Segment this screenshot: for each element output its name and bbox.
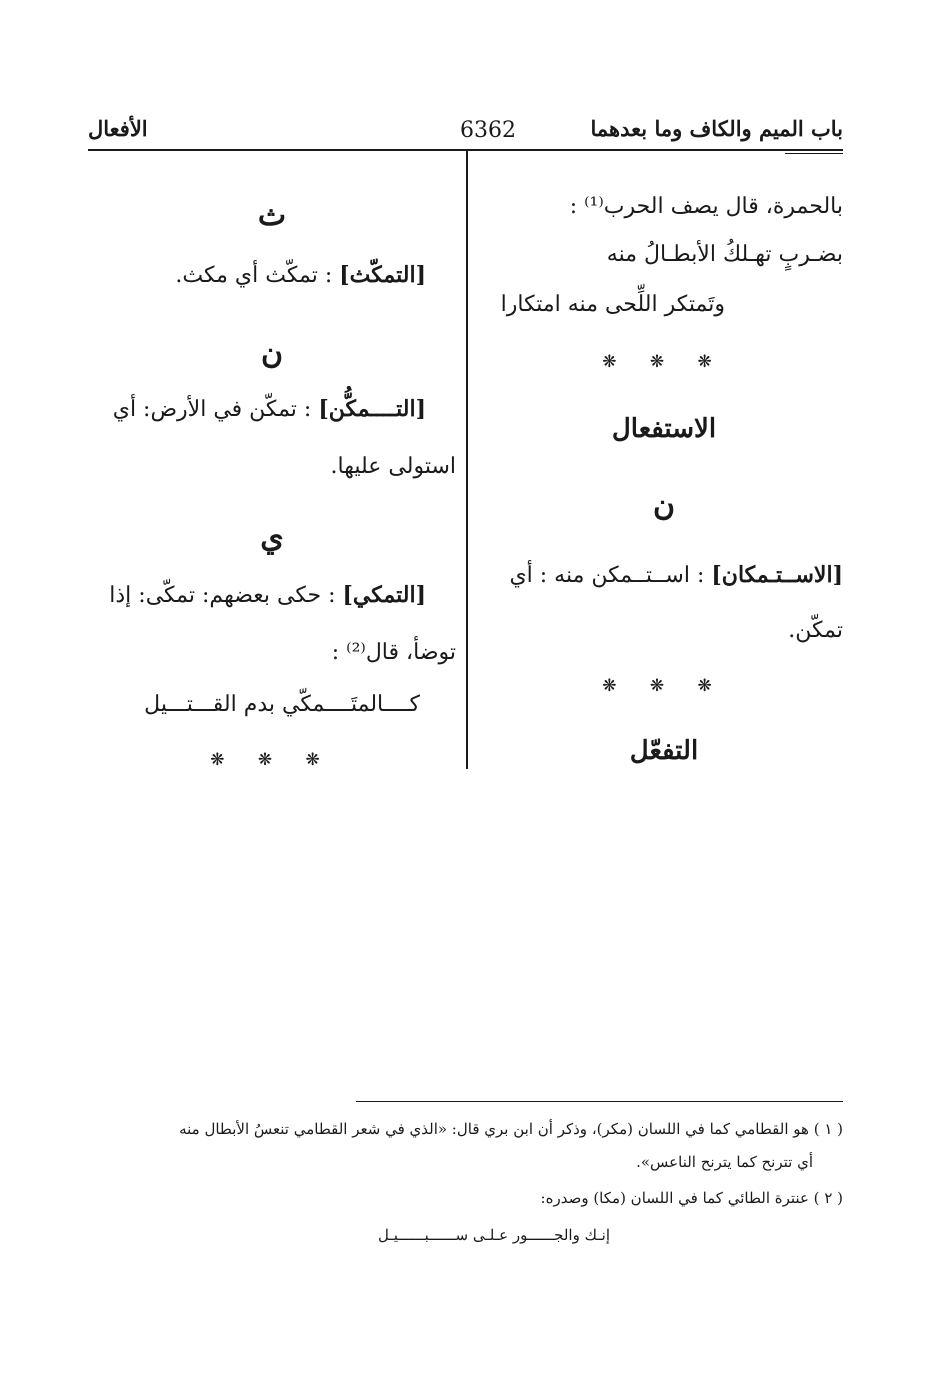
- letter-heading: ن: [652, 488, 676, 523]
- entry-headword: [التــــمكُّن]: [318, 396, 426, 422]
- entry-definition: : اســتــمكن منه : أي: [509, 563, 705, 588]
- page-number: 6362: [460, 118, 516, 143]
- letter-heading: ث: [257, 198, 287, 233]
- verse-line: وتَمتكر اللِّحى منه امتكارا: [500, 292, 725, 317]
- entry-line: [109, 582, 426, 608]
- entry-line: [175, 262, 426, 288]
- letter-heading: ن: [260, 336, 284, 371]
- footnote-rule: [356, 1101, 843, 1102]
- section-separator: ❋ ❋ ❋: [210, 750, 334, 770]
- entry-line: توضأ، قال⁽²⁾ :: [331, 640, 456, 665]
- entry-headword: [الاســتـمكان]: [711, 562, 843, 588]
- chapter-title: باب الميم والكاف وما بعدهما: [590, 116, 843, 141]
- section-heading: التفعّل: [629, 736, 699, 766]
- entry-line: استولى عليها.: [330, 454, 456, 479]
- text-line: بالحمرة، قال يصف الحرب⁽¹⁾ :: [569, 194, 843, 219]
- running-header: [88, 112, 843, 148]
- header-rule-accent: [785, 153, 843, 154]
- footnote-1-continuation: أي تترنح كما يترنح الناعس».: [636, 1153, 813, 1171]
- entry-line: [113, 396, 426, 422]
- letter-heading: ي: [260, 520, 284, 555]
- entry-definition: : حكى بعضهم: تمكّى: إذا: [109, 583, 336, 608]
- section-separator: ❋ ❋ ❋: [602, 676, 726, 696]
- entry-headword: [التمكي]: [342, 582, 426, 608]
- section-separator: ❋ ❋ ❋: [602, 352, 726, 372]
- entry-definition: : تمكّن في الأرض: أي: [112, 397, 312, 422]
- column-divider: [466, 151, 468, 769]
- verse-line: بضـربٍ تهـلكُ الأبطـالُ منه: [606, 242, 843, 267]
- entry-headword: [التمكّث]: [339, 262, 426, 288]
- entry-line: تمكّن.: [788, 618, 843, 643]
- entry-definition: : تمكّث أي مكث.: [175, 263, 333, 288]
- section-heading: الاستفعال: [611, 414, 717, 444]
- section-title: الأفعال: [88, 116, 148, 141]
- entry-line: [509, 562, 843, 588]
- verse-line: كــــالمتَــــمكّي بدم القـــتـــيل: [144, 692, 420, 717]
- footnote-2-verse: إنـك والجــــــور عـلـى ســــــبــــــيـل: [377, 1226, 610, 1244]
- footnote-1: ( ١ ) هو القطامي كما في اللسان (مكر)، وذكر أن ابن بري قال: «الذي في شعر القطامي تنعسُ الأبطال منه: [179, 1120, 843, 1138]
- footnote-2: ( ٢ ) عنترة الطائي كما في اللسان (مكا) وصدره:: [540, 1189, 843, 1207]
